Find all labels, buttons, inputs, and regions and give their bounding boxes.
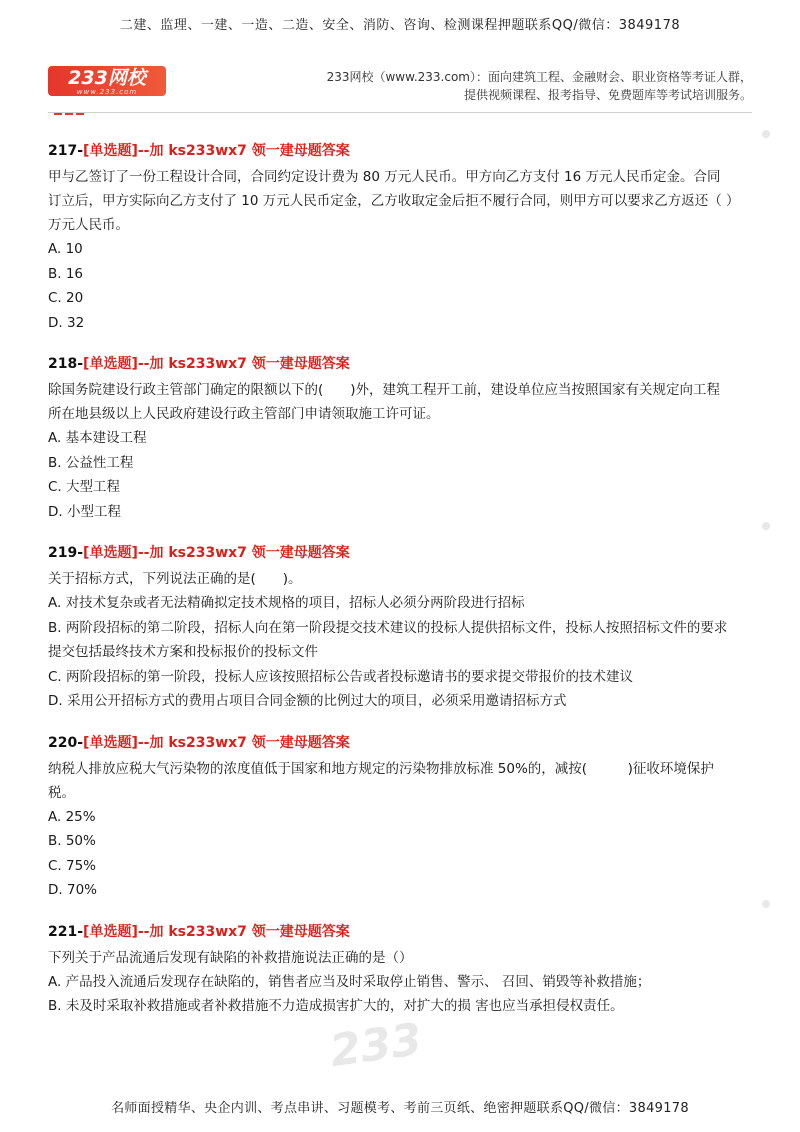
option-a: A. 25% (48, 808, 96, 825)
header-divider (48, 112, 752, 113)
logo-subtext: www.233.com (76, 88, 138, 96)
option-d: D. 70% (48, 882, 97, 898)
question-221 (48, 921, 754, 1019)
page-footer: 名师面授精华、央企内训、考点串讲、习题模考、考前三页纸、绝密押题联系QQ/微信：3849178 (111, 1101, 689, 1116)
question-number: 221- (48, 923, 84, 940)
option-a: A. 10 (48, 241, 83, 257)
question-tag: [单选题]--加 ks233wx7 领一建母题答案 (83, 545, 350, 561)
option-c: C. 20 (48, 290, 84, 306)
question-stem-line: 下列关于产品流通后发现有缺陷的补救措施说法正确的是（） (48, 949, 413, 966)
option-b: B. 公益性工程 (48, 454, 134, 471)
margin-dot (762, 130, 770, 138)
question-stem-line: 万元人民币。 (48, 217, 129, 233)
option-c: C. 大型工程 (48, 479, 121, 495)
question-219 (48, 542, 754, 714)
margin-dot (762, 522, 770, 530)
question-218 (48, 353, 754, 524)
question-title (48, 732, 754, 754)
option-d: D. 小型工程 (48, 503, 121, 520)
option-c: C. 两阶段招标的第一阶段，投标人应该按照招标公告或者投标邀请书的要求提交带报价的技术建议 (48, 668, 634, 685)
question-stem-line: 纳税人排放应税大气污染物的浓度值低于国家和地方规定的污染物排放标准 50%的，减按( )征收环境保护 (48, 760, 714, 777)
page-header (48, 62, 752, 110)
question-number: 220- (48, 734, 84, 751)
option-b-continued: 提交包括最终技术方案和投标报价的投标文件 (48, 644, 318, 660)
option-c: C. 75% (48, 857, 97, 874)
question-title (48, 921, 754, 943)
question-stem-line: 除国务院建设行政主管部门确定的限额以下的( )外，建筑工程开工前，建设单位应当按照国家有关规定向工程 (48, 382, 721, 398)
logo-stripes (54, 100, 94, 104)
question-stem-line: 甲与乙签订了一份工程设计合同，合同约定设计费为 80 万元人民币。甲方向乙方支付 16 万元人民币定金。合同 (48, 169, 721, 185)
option-d: D. 采用公开招标方式的费用占项目合同金额的比例过大的项目，必须采用邀请招标方式 (48, 693, 567, 709)
question-stem-line: 税。 (48, 784, 75, 801)
option-d: D. 32 (48, 314, 85, 331)
margin-dot (762, 900, 770, 908)
question-stem-line: 所在地县级以上人民政府建设行政主管部门申请领取施工许可证。 (48, 406, 440, 422)
question-tag: [单选题]--加 ks233wx7 领一建母题答案 (83, 356, 350, 372)
question-title (48, 353, 754, 375)
option-a: A. 对技术复杂或者无法精确拟定技术规格的项目，招标人必须分两阶段进行招标 (48, 595, 525, 611)
question-title (48, 140, 754, 162)
question-number: 218- (48, 356, 84, 372)
question-tag: [单选题]--加 ks233wx7 领一建母题答案 (83, 143, 350, 159)
question-number: 217- (48, 143, 84, 159)
question-number: 219- (48, 545, 84, 561)
option-b: B. 50% (48, 833, 96, 849)
watermark-logo: 233 (326, 1013, 425, 1078)
question-list (48, 140, 754, 1037)
logo-text: 233网校 (68, 67, 146, 89)
question-tag: [单选题]--加 ks233wx7 领一建母题答案 (83, 734, 350, 751)
question-tag: [单选题]--加 ks233wx7 领一建母题答案 (83, 923, 350, 940)
option-b: B. 16 (48, 265, 84, 282)
question-217 (48, 140, 754, 335)
header-info-line1: 233网校（www.233.com）：面向建筑工程、金融财会、职业资格等考证人群， (326, 70, 752, 84)
header-info-line2: 提供视频课程、报考指导、免费题库等考试培训服务。 (463, 88, 752, 102)
question-title (48, 542, 754, 564)
top-banner: 二建、监理、一建、一造、二造、安全、消防、咨询、检测课程押题联系QQ/微信：3849178 (119, 18, 681, 33)
header-info (327, 68, 752, 104)
question-stem-line: 订立后，甲方实际向乙方支付了 10 万元人民币定金，乙方收取定金后拒不履行合同，则甲方可以要求乙方返还（ ） (48, 193, 740, 209)
question-220 (48, 732, 754, 903)
option-b: B. 两阶段招标的第二阶段，招标人向在第一阶段提交技术建议的投标人提供招标文件，投标人按照招标文件的要求 (48, 619, 728, 636)
option-a: A. 产品投入流通后发现存在缺陷的，销售者应当及时采取停止销售、警示、 召回、销毁等补救措施； (48, 973, 651, 990)
option-a: A. 基本建设工程 (48, 430, 147, 446)
option-b: B. 未及时采取补救措施或者补救措施不力造成损害扩大的，对扩大的损 害也应当承担侵权责任。 (48, 998, 624, 1014)
question-stem-line: 关于招标方式，下列说法正确的是( )。 (48, 571, 302, 587)
